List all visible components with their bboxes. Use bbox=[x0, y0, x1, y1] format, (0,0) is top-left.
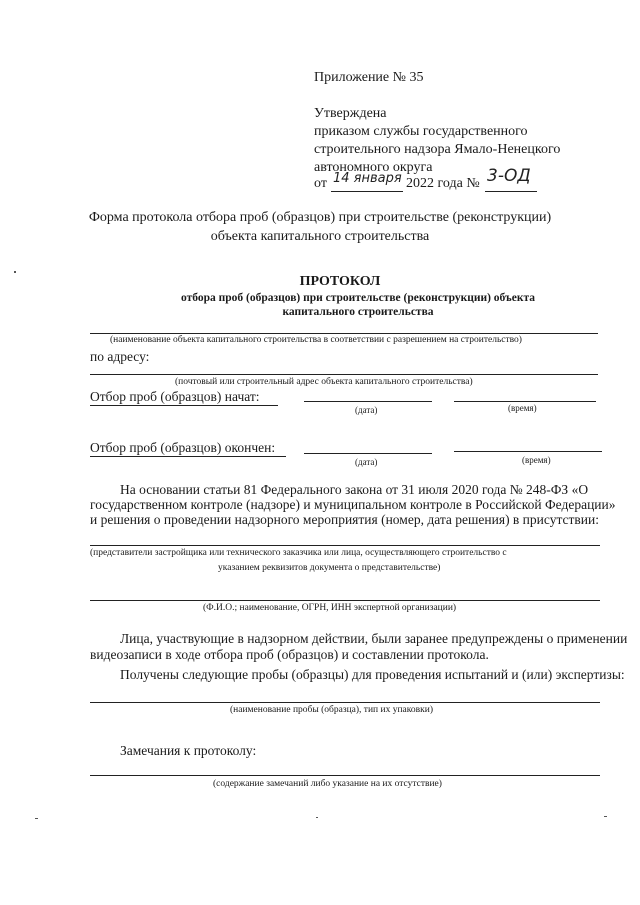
end-date-line bbox=[304, 453, 432, 454]
representatives-caption-1: (представители застройщика или технического заказчика или лица, осуществляющего строительство с bbox=[90, 548, 507, 558]
address-caption: (почтовый или строительный адрес объекта капитального строительства) bbox=[175, 377, 473, 387]
approval-line-2: приказом службы государственного bbox=[314, 124, 528, 139]
scan-speck bbox=[35, 818, 38, 819]
fio-caption: (Ф.И.О.; наименование, ОГРН, ИНН экспертной организации) bbox=[203, 603, 457, 613]
approval-date-year: 2022 года № bbox=[406, 176, 480, 191]
object-name-line bbox=[90, 333, 598, 334]
basis-paragraph-line-3: и решения о проведении надзорного мероприятия (номер, дата решения) в присутствии: bbox=[90, 512, 599, 527]
samples-line bbox=[90, 702, 600, 703]
fio-line bbox=[90, 600, 600, 601]
end-time-caption: (время) bbox=[522, 455, 551, 465]
protocol-subheading-2: капитального строительства bbox=[282, 306, 434, 318]
scan-speck bbox=[14, 271, 16, 273]
scan-speck bbox=[316, 817, 318, 818]
form-title-line-1: Форма протокола отбора проб (образцов) при строительстве (реконструкции) bbox=[88, 210, 552, 225]
representatives-line bbox=[90, 545, 600, 546]
protocol-subheading-1: отбора проб (образцов) при строительстве (реконструкции) объекта bbox=[181, 292, 535, 304]
scan-speck bbox=[604, 816, 607, 817]
warning-paragraph-line-2: видеозаписи в ходе отбора проб (образцов) и составлении протокола. bbox=[90, 647, 489, 662]
start-time-caption: (время) bbox=[508, 403, 537, 413]
end-label-underline bbox=[90, 456, 286, 457]
approval-date-prefix: от bbox=[314, 176, 327, 191]
start-date-caption: (дата) bbox=[355, 405, 378, 415]
approval-date-handwritten: 14 января bbox=[333, 171, 402, 186]
start-label: Отбор проб (образцов) начат: bbox=[90, 389, 260, 404]
representatives-caption-2: указанием реквизитов документа о представительстве) bbox=[218, 563, 441, 573]
number-underline bbox=[485, 191, 537, 192]
date-underline bbox=[331, 191, 403, 192]
object-name-caption: (наименование объекта капитального строительства в соответствии с разрешением на строительство) bbox=[110, 335, 522, 345]
basis-paragraph-line-1: На основании статьи 81 Федерального закона от 31 июля 2020 года № 248-ФЗ «О bbox=[120, 482, 589, 497]
start-date-line bbox=[304, 401, 432, 402]
address-label: по адресу: bbox=[90, 349, 150, 364]
end-time-line bbox=[454, 451, 602, 452]
remarks-caption: (содержание замечаний либо указание на их отсутствие) bbox=[213, 779, 442, 789]
form-title-line-2: объекта капитального строительства bbox=[210, 229, 430, 244]
approval-line-3: строительного надзора Ямало-Ненецкого bbox=[314, 142, 561, 157]
approval-line-1: Утверждена bbox=[314, 106, 387, 121]
end-date-caption: (дата) bbox=[355, 457, 378, 467]
remarks-line bbox=[90, 775, 600, 776]
end-label: Отбор проб (образцов) окончен: bbox=[90, 440, 276, 455]
approval-number-handwritten: 3-ОД bbox=[487, 166, 531, 186]
basis-paragraph-line-2: государственном контроле (надзоре) и муниципальном контроле в Российской Федерации» bbox=[90, 497, 616, 512]
address-line bbox=[90, 374, 598, 375]
samples-caption: (наименование пробы (образца), тип их упаковки) bbox=[230, 705, 433, 715]
protocol-heading: ПРОТОКОЛ bbox=[299, 274, 381, 289]
samples-label: Получены следующие пробы (образцы) для проведения испытаний и (или) экспертизы: bbox=[120, 667, 625, 682]
appendix-number: Приложение № 35 bbox=[314, 70, 424, 85]
start-time-line bbox=[454, 401, 596, 402]
start-label-underline bbox=[90, 405, 278, 406]
approval-line-4: автономного округа bbox=[314, 160, 433, 175]
remarks-label: Замечания к протоколу: bbox=[120, 743, 257, 758]
warning-paragraph-line-1: Лица, участвующие в надзорном действии, были заранее предупреждены о применении bbox=[120, 631, 628, 646]
